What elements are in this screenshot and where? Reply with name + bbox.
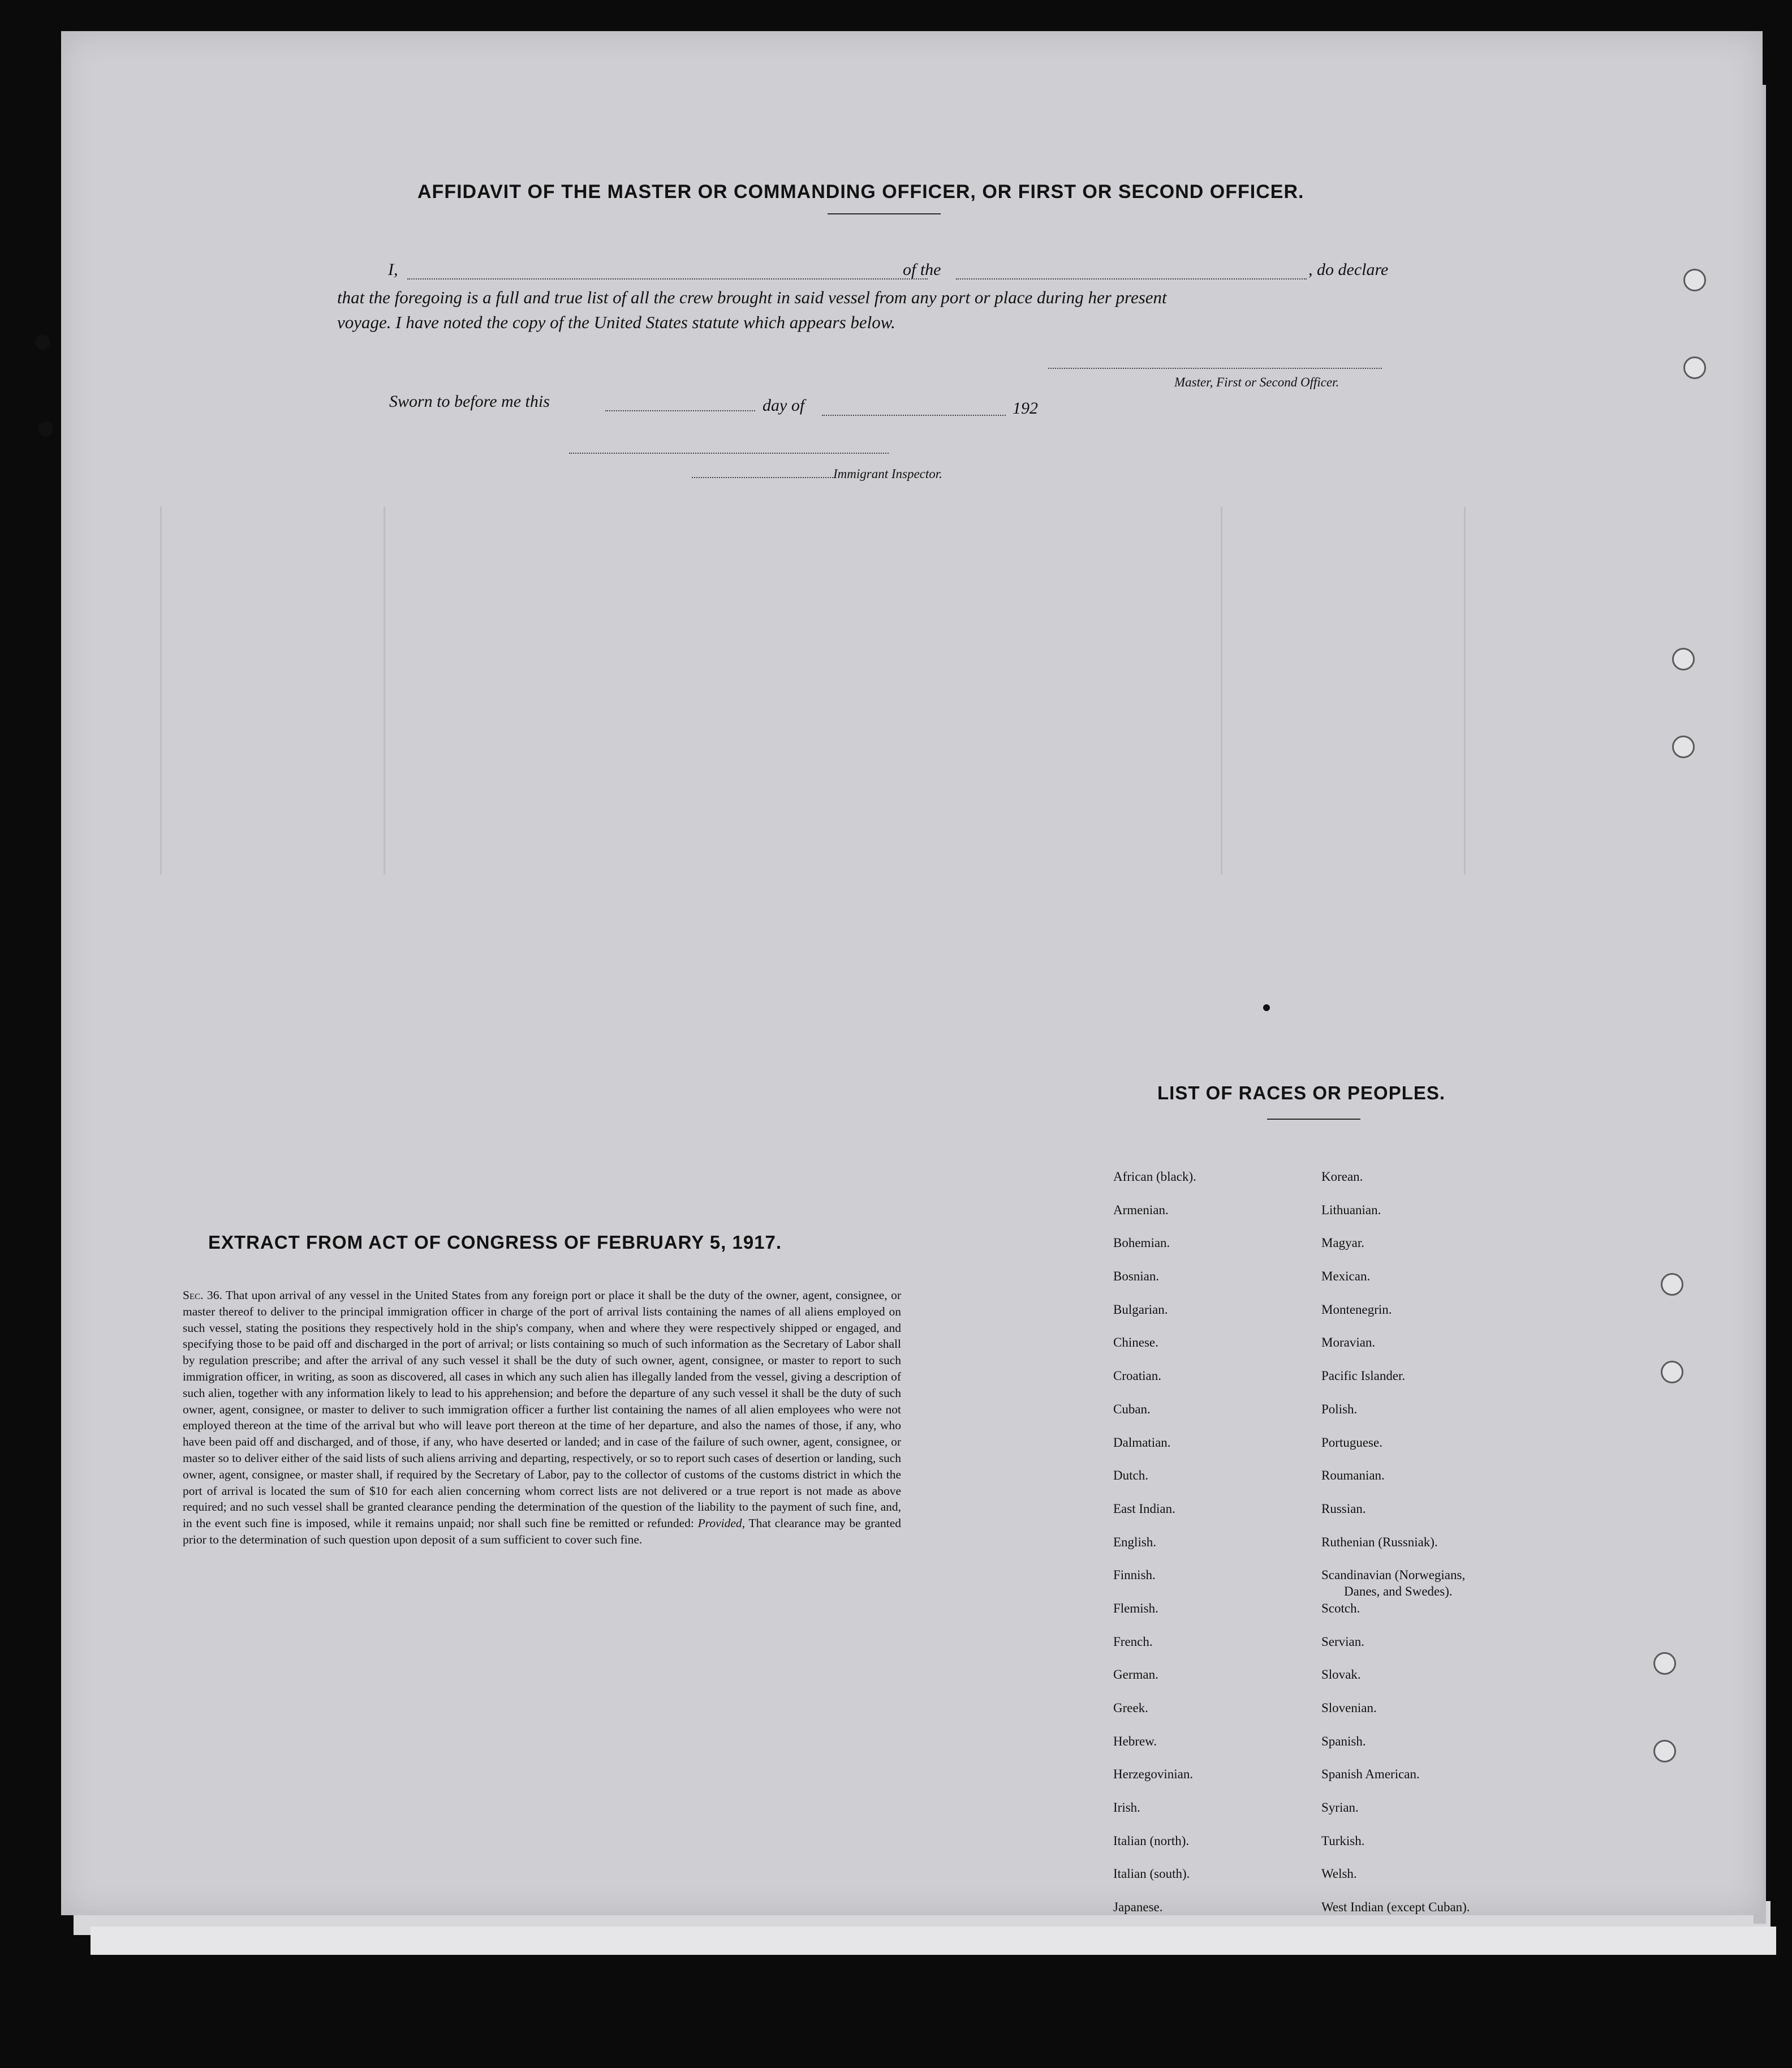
vessel-blank xyxy=(956,278,1307,280)
race-item: Irish. xyxy=(1113,1800,1140,1815)
ink-dot xyxy=(1263,1004,1270,1011)
sworn-day-blank xyxy=(605,410,755,411)
race-item: Magyar. xyxy=(1321,1236,1365,1250)
race-item: Croatian. xyxy=(1113,1369,1161,1383)
inspector-label: Immigrant Inspector. xyxy=(833,467,942,481)
punch-hole xyxy=(1661,1361,1683,1383)
race-item: Bosnian. xyxy=(1113,1269,1160,1284)
race-item: Bulgarian. xyxy=(1113,1302,1168,1317)
race-item: French. xyxy=(1113,1634,1153,1649)
race-item: Servian. xyxy=(1321,1634,1365,1649)
punch-hole xyxy=(1672,648,1695,670)
section-label: Sec. 36. xyxy=(183,1288,222,1302)
master-signature-label: Master, First or Second Officer. xyxy=(1174,375,1339,389)
affidavit-of-the: of the xyxy=(903,260,941,279)
bleed-through-line xyxy=(1221,506,1222,874)
punch-hole xyxy=(1653,1740,1676,1762)
races-list-left xyxy=(1113,1168,1196,1932)
punch-hole xyxy=(1683,356,1706,379)
races-title: LIST OF RACES OR PEOPLES. xyxy=(1157,1082,1446,1103)
sworn-month-blank xyxy=(822,415,1006,416)
races-list-right xyxy=(1321,1168,1470,1932)
inspector-line-lower xyxy=(692,477,833,478)
document-page xyxy=(61,31,1763,1915)
binding-hole xyxy=(35,335,50,350)
statute-text xyxy=(183,1287,901,1548)
sworn-text: Sworn to before me this xyxy=(389,392,550,411)
race-item: Japanese. xyxy=(1113,1900,1163,1915)
title-rule xyxy=(828,213,941,214)
race-item: Italian (north). xyxy=(1113,1833,1190,1848)
affidavit-title: AFFIDAVIT OF THE MASTER OR COMMANDING OFFICER, OR FIRST OR SECOND OFFICER. xyxy=(417,181,1304,203)
race-item: Chinese. xyxy=(1113,1335,1158,1350)
race-item: Turkish. xyxy=(1321,1833,1365,1848)
race-item: Slovenian. xyxy=(1321,1701,1377,1715)
race-item: English. xyxy=(1113,1534,1157,1549)
race-item: Montenegrin. xyxy=(1321,1302,1392,1317)
underlying-page-edge xyxy=(91,1927,1776,1955)
race-item: Lithuanian. xyxy=(1321,1202,1381,1217)
statute-body-part1: That upon arrival of any vessel in the United States from any foreign port or place it shall be the duty of the owner, agent, consignee, or master thereof to deliver to the principal immigration officer in charge of the port of arrival lists containing the names of all aliens employed on such vessel, stating the positions they respectively hold in the ship's company, when and where they were respectively shipped or engaged, and specifying those to be paid off and discharged in the port of arrival; or lists containing so much of such information as the Secretary of Labor shall by regulation prescribe; and after the arrival of any such vessel it shall be the duty of such owner, agent, consignee, or master to report to such immigration officer, in writing, as soon as discovered, all cases in which any such alien has illegally landed from the vessel, giving a description of such alien, together with any information likely to lead to his apprehension; and before the departure of any such vessel it shall be the duty of such owner, agent, consignee, or master to deliver to such immigration officer a further list containing the names of all alien employees who were not employed thereon at the time of the arrival but who will leave port thereon at the time of her departure, and also the names of those, if any, who have been paid off and discharged, and of those, if any, who have deserted or landed; and in case of the failure of such owner, agent, consignee, or master so to deliver either of the said lists of such aliens arriving and departing, respectively, or so to report such cases of desertion or landing, such owner, agent, consignee, or master shall, if required by the Secretary of Labor, pay to the collector of customs of the customs district in which the port of arrival is located the sum of $10 for each alien concerning whom correct lists are not delivered or a true report is not made as above required; and no such vessel shall be granted clearance pending the determination of the question of the liability to the payment of such fine, and, in the event such fine is imposed, while it remains unpaid; nor shall such fine be remitted or refunded: xyxy=(183,1288,901,1530)
race-item: Welsh. xyxy=(1321,1867,1357,1881)
race-item: Spanish American. xyxy=(1321,1767,1420,1782)
race-item: Mexican. xyxy=(1321,1269,1371,1284)
race-item: Slovak. xyxy=(1321,1667,1361,1682)
extract-title: EXTRACT FROM ACT OF CONGRESS OF FEBRUARY 5, 1917. xyxy=(208,1232,782,1253)
race-item: Dalmatian. xyxy=(1113,1435,1171,1450)
punch-hole xyxy=(1661,1273,1683,1296)
bleed-through-line xyxy=(384,506,385,874)
race-item: Russian. xyxy=(1321,1501,1366,1516)
race-item: Bohemian. xyxy=(1113,1236,1170,1250)
affidavit-declare: , do declare xyxy=(1308,260,1389,279)
races-title-rule xyxy=(1267,1119,1360,1120)
race-item: African (black). xyxy=(1113,1170,1196,1184)
race-item: Finnish. xyxy=(1113,1568,1156,1583)
race-item: Polish. xyxy=(1321,1401,1358,1416)
affidavit-i: I, xyxy=(388,260,398,279)
race-item: Ruthenian (Russniak). xyxy=(1321,1534,1438,1549)
race-item: Scotch. xyxy=(1321,1601,1360,1615)
race-item: Syrian. xyxy=(1321,1800,1359,1815)
name-blank xyxy=(407,278,928,280)
master-signature-line xyxy=(1048,368,1382,369)
race-item: Armenian. xyxy=(1113,1202,1169,1217)
race-item: Pacific Islander. xyxy=(1321,1369,1406,1383)
statute-provided: Provided, xyxy=(697,1516,746,1530)
race-item: Cuban. xyxy=(1113,1401,1151,1416)
statute-body-part2: That clearance may be granted prior to the determination of such question upon deposit of a sum sufficient to cover such fine. xyxy=(183,1516,901,1546)
race-item: Korean. xyxy=(1321,1170,1363,1184)
race-item: Roumanian. xyxy=(1321,1468,1385,1483)
binding-hole xyxy=(38,422,53,436)
race-item: Flemish. xyxy=(1113,1601,1158,1615)
race-item: Scandinavian (Norwegians, xyxy=(1321,1568,1466,1583)
race-item: Hebrew. xyxy=(1113,1734,1157,1748)
race-item: Portuguese. xyxy=(1321,1435,1382,1450)
inspector-line-upper xyxy=(569,453,889,454)
punch-hole xyxy=(1653,1652,1676,1675)
race-item: Danes, and Swedes). xyxy=(1344,1584,1453,1599)
bleed-through-line xyxy=(1464,506,1466,874)
bleed-through-line xyxy=(160,506,162,874)
affidavit-line2: that the foregoing is a full and true list of all the crew brought in said vessel from any port or place during her present xyxy=(337,287,1167,307)
race-item: Moravian. xyxy=(1321,1335,1376,1350)
race-item: Spanish. xyxy=(1321,1734,1366,1748)
punch-hole xyxy=(1683,269,1706,291)
race-item: West Indian (except Cuban). xyxy=(1321,1900,1470,1915)
punch-hole xyxy=(1672,736,1695,758)
affidavit-line3: voyage. I have noted the copy of the United States statute which appears below. xyxy=(337,312,895,332)
race-item: East Indian. xyxy=(1113,1501,1175,1516)
day-of-text: day of xyxy=(763,396,805,415)
race-item: German. xyxy=(1113,1667,1158,1682)
race-item: Herzegovinian. xyxy=(1113,1767,1194,1782)
year-text: 192 xyxy=(1013,399,1038,418)
race-item: Italian (south). xyxy=(1113,1867,1190,1881)
race-item: Dutch. xyxy=(1113,1468,1148,1483)
race-item: Greek. xyxy=(1113,1701,1148,1715)
